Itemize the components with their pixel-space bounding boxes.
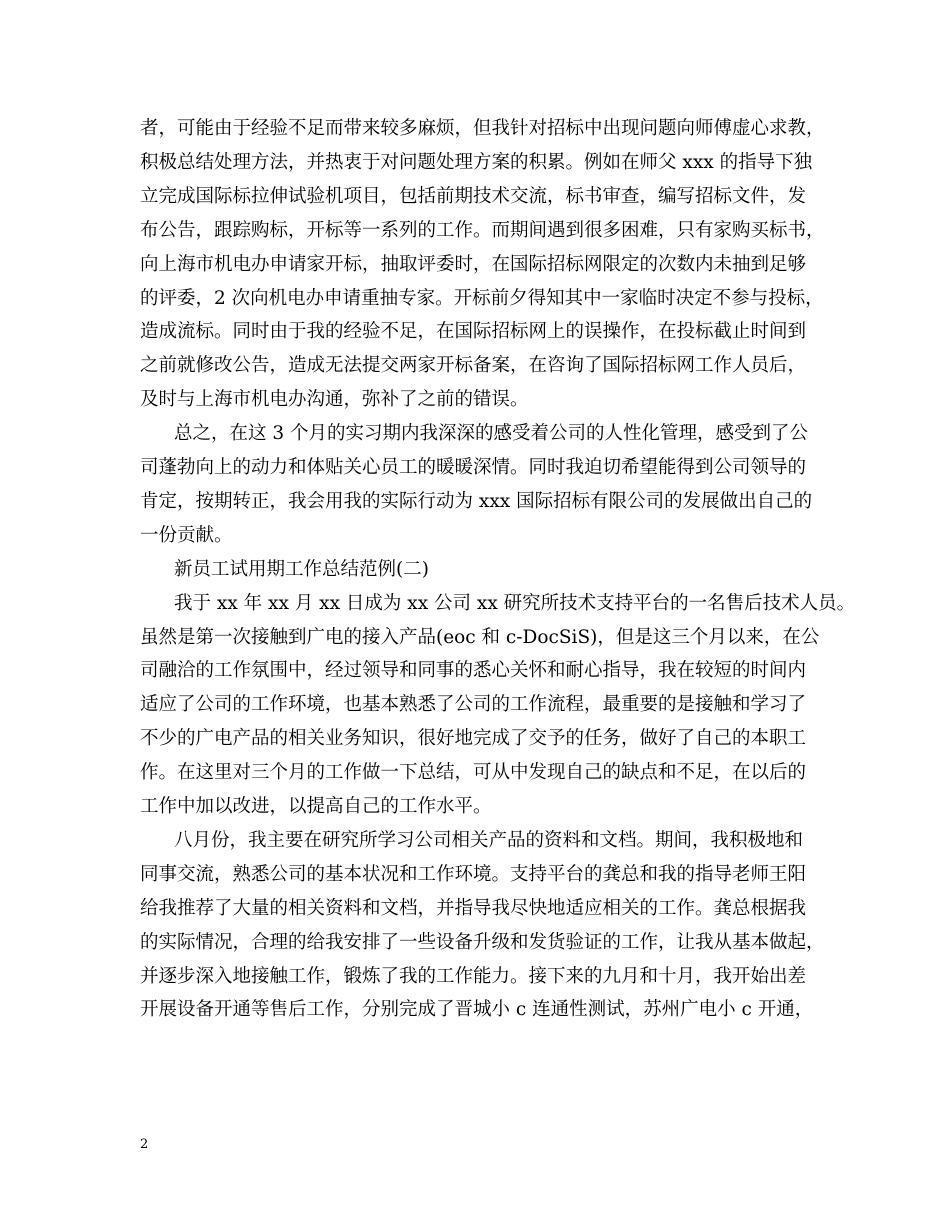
text-line: 司融洽的工作氛围中，经过领导和同事的悉心关怀和耐心指导，我在较短的时间内 <box>140 660 807 682</box>
text-line: 向上海市机电办申请家开标，抽取评委时，在国际招标网限定的次数内未抽到足够 <box>140 253 807 275</box>
text-line: 新员工试用期工作总结范例(二) <box>174 558 429 580</box>
text-line: 同事交流，熟悉公司的基本状况和工作环境。支持平台的龚总和我的指导老师王阳 <box>140 863 807 885</box>
text-line: 立完成国际标拉伸试验机项目，包括前期技术交流，标书审查，编写招标文件，发 <box>140 185 807 207</box>
text-line: 作。在这里对三个月的工作做一下总结，可从中发现自己的缺点和不足，在以后的 <box>140 762 807 784</box>
text-line: 适应了公司的工作环境，也基本熟悉了公司的工作流程，最重要的是接触和学习了 <box>140 694 807 716</box>
text-line: 的评委，2 次向机电办申请重抽专家。开标前夕得知其中一家临时决定不参与投标， <box>140 287 824 309</box>
text-line: 造成流标。同时由于我的经验不足，在国际招标网上的误操作，在投标截止时间到 <box>140 321 807 343</box>
text-line: 一份贡献。 <box>140 524 233 546</box>
text-line: 工作中加以改进，以提高自己的工作水平。 <box>140 796 492 817</box>
text-line: 积极总结处理方法，并热衷于对问题处理方案的积累。例如在师父 xxx 的指导下独 <box>140 151 813 173</box>
text-line: 虽然是第一次接触到广电的接入产品(eoc 和 c-DocSiS)，但是这三个月以来，在公 <box>140 626 820 648</box>
text-line: 不少的广电产品的相关业务知识，很好地完成了交予的任务，做好了自己的本职工 <box>140 728 807 750</box>
text-line: 八月份，我主要在研究所学习公司相关产品的资料和文档。期间，我积极地和 <box>174 829 804 851</box>
text-line: 布公告，跟踪购标，开标等一系列的工作。而期间遇到很多困难，只有家购买标书， <box>140 219 825 241</box>
text-line: 肯定，按期转正，我会用我的实际行动为 xxx 国际招标有限公司的发展做出自己的 <box>140 490 813 512</box>
page-number: 2 <box>140 1137 149 1152</box>
text-line: 及时与上海市机电办沟通，弥补了之前的错误。 <box>140 389 529 411</box>
text-line: 司蓬勃向上的动力和体贴关心员工的暖暖深情。同时我迫切希望能得到公司领导的 <box>140 457 807 478</box>
text-line: 我于 xx 年 xx 月 xx 日成为 xx 公司 xx 研究所技术支持平台的一名售后技术人员。 <box>174 592 856 614</box>
text-line: 总之，在这 3 个月的实习期内我深深的感受着公司的人性化管理，感受到了公 <box>174 423 809 445</box>
text-line: 开展设备开通等售后工作，分别完成了晋城小 c 连通性测试，苏州广电小 c 开通， <box>140 999 814 1021</box>
text-line: 者，可能由于经验不足而带来较多麻烦，但我针对招标中出现问题向师傅虚心求教， <box>140 118 825 139</box>
text-line: 并逐步深入地接触工作，锻炼了我的工作能力。接下来的九月和十月，我开始出差 <box>140 965 807 987</box>
text-line: 给我推荐了大量的相关资料和文档，并指导我尽快地适应相关的工作。龚总根据我 <box>140 897 807 919</box>
text-line: 之前就修改公告，造成无法提交两家开标备案，在咨询了国际招标网工作人员后， <box>140 355 807 377</box>
text-line: 的实际情况，合理的给我安排了一些设备升级和发货验证的工作，让我从基本做起， <box>140 931 825 953</box>
